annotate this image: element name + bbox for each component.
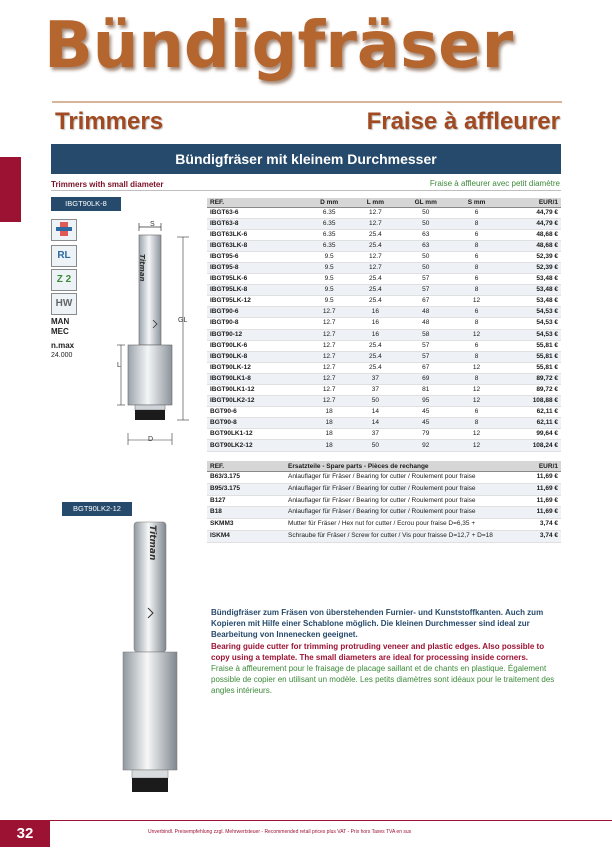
cell-gl: 67 bbox=[398, 362, 453, 373]
table-row bbox=[207, 483, 561, 495]
cell-gl: 50 bbox=[398, 218, 453, 229]
table-row bbox=[207, 296, 561, 307]
cell-price: 48,68 € bbox=[500, 240, 561, 251]
page-number: 32 bbox=[0, 821, 50, 847]
dim-l-label: L bbox=[117, 362, 121, 369]
spare-col-price: EUR/1 bbox=[529, 461, 561, 472]
cell-s: 8 bbox=[453, 418, 499, 429]
cell-gl: 58 bbox=[398, 329, 453, 340]
nmax-value: 24.000 bbox=[51, 352, 73, 359]
cell-d: 12.7 bbox=[306, 329, 353, 340]
cell-l: 16 bbox=[353, 307, 398, 318]
cell-s: 6 bbox=[453, 207, 499, 218]
table-row bbox=[207, 507, 561, 519]
cell-d: 18 bbox=[306, 429, 353, 440]
cell-ref: IBGT90LK1-8 bbox=[207, 373, 306, 384]
cell-l: 25.4 bbox=[353, 362, 398, 373]
cell-price: 3,74 € bbox=[529, 530, 561, 542]
section-banner: Bündigfräser mit kleinem Durchmesser bbox=[51, 144, 561, 174]
cell-price: 53,48 € bbox=[500, 296, 561, 307]
spare-table-header bbox=[207, 461, 561, 472]
cell-ref: IBGT95-8 bbox=[207, 262, 306, 273]
cell-gl: 50 bbox=[398, 207, 453, 218]
cell-l: 14 bbox=[353, 407, 398, 418]
cell-ref: IBGT90LK2-12 bbox=[207, 396, 306, 407]
subheader-english: Trimmers with small diameter bbox=[51, 180, 164, 189]
cell-gl: 63 bbox=[398, 229, 453, 240]
cell-s: 12 bbox=[453, 385, 499, 396]
cell-ref: IBGT90LK-8 bbox=[207, 351, 306, 362]
cell-desc: Anlauflager für Fräser / Bearing for cutter / Roulement pour fraise bbox=[285, 507, 529, 519]
cell-price: 55,81 € bbox=[500, 340, 561, 351]
cell-s: 6 bbox=[453, 229, 499, 240]
cell-d: 18 bbox=[306, 418, 353, 429]
product-table-header bbox=[207, 198, 561, 207]
cell-gl: 79 bbox=[398, 429, 453, 440]
table-row bbox=[207, 440, 561, 451]
dim-d-label: D bbox=[148, 436, 154, 443]
cell-l: 25.4 bbox=[353, 274, 398, 285]
cell-price: 11,69 € bbox=[529, 483, 561, 495]
col-price: EUR/1 bbox=[500, 198, 561, 207]
table-row bbox=[207, 530, 561, 542]
subtitle-english: Trimmers bbox=[55, 108, 164, 135]
cell-s: 6 bbox=[453, 307, 499, 318]
cell-s: 12 bbox=[453, 429, 499, 440]
cell-gl: 50 bbox=[398, 262, 453, 273]
table-row bbox=[207, 418, 561, 429]
cell-l: 25.4 bbox=[353, 229, 398, 240]
cell-ref: IBGT90LK1-12 bbox=[207, 385, 306, 396]
cell-ref: IBGT63LK-6 bbox=[207, 229, 306, 240]
cell-d: 6.35 bbox=[306, 207, 353, 218]
hw-icon: HW bbox=[51, 293, 77, 315]
brand-logo-top: Titman bbox=[138, 254, 146, 282]
table-row bbox=[207, 407, 561, 418]
page-title: Bündigfräser bbox=[44, 9, 514, 83]
cell-price: 54,53 € bbox=[500, 318, 561, 329]
cell-s: 8 bbox=[453, 318, 499, 329]
cell-s: 8 bbox=[453, 262, 499, 273]
cell-ref: B18 bbox=[207, 507, 285, 519]
cell-d: 9.5 bbox=[306, 274, 353, 285]
cell-d: 12.7 bbox=[306, 373, 353, 384]
cell-price: 54,53 € bbox=[500, 307, 561, 318]
product-table-body bbox=[207, 207, 561, 451]
cell-price: 89,72 € bbox=[500, 373, 561, 384]
table-row bbox=[207, 229, 561, 240]
cell-gl: 45 bbox=[398, 407, 453, 418]
cell-gl: 95 bbox=[398, 396, 453, 407]
cell-s: 12 bbox=[453, 362, 499, 373]
cell-d: 12.7 bbox=[306, 307, 353, 318]
man-label: MAN bbox=[51, 317, 70, 326]
table-row bbox=[207, 274, 561, 285]
description-english: Bearing guide cutter for trimming protruding veneer and plastic edges. Also possible to copy using a template. The small diameters are ideal for processing inside corners. bbox=[211, 642, 545, 662]
table-row bbox=[207, 340, 561, 351]
cell-ref: IBGT90LK-12 bbox=[207, 362, 306, 373]
col-gl: GL mm bbox=[398, 198, 453, 207]
cell-ref: IBGT63-8 bbox=[207, 218, 306, 229]
ref-tag-bottom: BGT90LK2-12 bbox=[62, 502, 132, 516]
cell-ref: IBGT90-6 bbox=[207, 307, 306, 318]
spare-parts-table bbox=[207, 461, 561, 543]
cell-l: 37 bbox=[353, 373, 398, 384]
cell-l: 25.4 bbox=[353, 340, 398, 351]
table-row bbox=[207, 429, 561, 440]
cell-l: 12.7 bbox=[353, 207, 398, 218]
cell-d: 18 bbox=[306, 407, 353, 418]
dim-s-label: S bbox=[150, 221, 155, 228]
cell-price: 11,69 € bbox=[529, 472, 561, 484]
title-divider bbox=[52, 101, 562, 103]
table-row bbox=[207, 472, 561, 484]
cell-d: 12.7 bbox=[306, 362, 353, 373]
cell-desc: Anlauflager für Fräser / Bearing for cutter / Roulement pour fraise bbox=[285, 472, 529, 484]
cell-gl: 57 bbox=[398, 351, 453, 362]
cell-s: 12 bbox=[453, 296, 499, 307]
cell-gl: 48 bbox=[398, 318, 453, 329]
cell-price: 108,88 € bbox=[500, 396, 561, 407]
cell-price: 62,11 € bbox=[500, 407, 561, 418]
cell-s: 8 bbox=[453, 218, 499, 229]
cell-ref: IBGT63LK-8 bbox=[207, 240, 306, 251]
cell-price: 44,79 € bbox=[500, 207, 561, 218]
cell-s: 12 bbox=[453, 329, 499, 340]
cell-d: 12.7 bbox=[306, 385, 353, 396]
cell-d: 9.5 bbox=[306, 262, 353, 273]
cell-s: 6 bbox=[453, 340, 499, 351]
cutter-image-bottom bbox=[115, 520, 185, 805]
cell-s: 6 bbox=[453, 274, 499, 285]
cell-price: 99,64 € bbox=[500, 429, 561, 440]
cell-d: 9.5 bbox=[306, 285, 353, 296]
cell-s: 8 bbox=[453, 373, 499, 384]
cell-price: 55,81 € bbox=[500, 351, 561, 362]
dim-gl-label: GL bbox=[178, 317, 188, 324]
cell-l: 12.7 bbox=[353, 262, 398, 273]
cell-price: 54,53 € bbox=[500, 329, 561, 340]
table-row bbox=[207, 373, 561, 384]
cell-ref: SKMM3 bbox=[207, 519, 285, 531]
cell-desc: Mutter für Fräser / Hex nut for cutter / Ecrou pour fraise D=6,35 + bbox=[285, 519, 529, 531]
cutter-rotation-icon bbox=[53, 220, 75, 238]
cell-l: 25.4 bbox=[353, 240, 398, 251]
mec-label: MEC bbox=[51, 327, 69, 336]
footer-divider bbox=[0, 820, 612, 821]
cell-price: 48,68 € bbox=[500, 229, 561, 240]
table-row bbox=[207, 385, 561, 396]
subheader-french: Fraise à affleurer avec petit diamètre bbox=[429, 179, 560, 188]
cell-price: 3,74 € bbox=[529, 519, 561, 531]
cell-price: 108,24 € bbox=[500, 440, 561, 451]
cell-ref: IBGT95LK-8 bbox=[207, 285, 306, 296]
cell-l: 37 bbox=[353, 385, 398, 396]
brand-logo-bottom: Titman bbox=[147, 525, 157, 561]
col-l: L mm bbox=[353, 198, 398, 207]
ref-tag-top: IBGT90LK-8 bbox=[51, 197, 121, 211]
cell-gl: 50 bbox=[398, 251, 453, 262]
cell-ref: IBGT90-12 bbox=[207, 329, 306, 340]
cell-ref: IBGT95LK-6 bbox=[207, 274, 306, 285]
cell-ref: BGT90-8 bbox=[207, 418, 306, 429]
cell-ref: IBGT95LK-12 bbox=[207, 296, 306, 307]
cell-l: 50 bbox=[353, 440, 398, 451]
table-row bbox=[207, 218, 561, 229]
cell-d: 6.35 bbox=[306, 229, 353, 240]
cell-gl: 92 bbox=[398, 440, 453, 451]
spare-table-body bbox=[207, 472, 561, 543]
cell-ref: IBGT63-6 bbox=[207, 207, 306, 218]
table-row bbox=[207, 362, 561, 373]
cell-d: 9.5 bbox=[306, 251, 353, 262]
cell-l: 37 bbox=[353, 429, 398, 440]
cell-ref: IBGT95-6 bbox=[207, 251, 306, 262]
rl-icon: RL bbox=[51, 245, 77, 267]
cell-d: 9.5 bbox=[306, 296, 353, 307]
cell-s: 6 bbox=[453, 251, 499, 262]
table-row bbox=[207, 329, 561, 340]
table-row bbox=[207, 318, 561, 329]
cell-price: 62,11 € bbox=[500, 418, 561, 429]
cell-s: 12 bbox=[453, 396, 499, 407]
cell-price: 52,39 € bbox=[500, 262, 561, 273]
cell-d: 18 bbox=[306, 440, 353, 451]
cell-desc: Anlauflager für Fräser / Bearing for cutter / Roulement pour fraise bbox=[285, 495, 529, 507]
table-row bbox=[207, 285, 561, 296]
cell-price: 11,69 € bbox=[529, 507, 561, 519]
cell-price: 53,48 € bbox=[500, 274, 561, 285]
cell-l: 12.7 bbox=[353, 251, 398, 262]
cell-l: 25.4 bbox=[353, 285, 398, 296]
col-s: S mm bbox=[453, 198, 499, 207]
cell-ref: B127 bbox=[207, 495, 285, 507]
cell-s: 8 bbox=[453, 240, 499, 251]
subheader-divider bbox=[51, 190, 561, 191]
cutter-drawing-top bbox=[105, 215, 200, 450]
table-row bbox=[207, 251, 561, 262]
cell-d: 12.7 bbox=[306, 396, 353, 407]
subtitle-french: Fraise à affleurer bbox=[366, 108, 560, 135]
description-french: Fraise à affleurement pour le fraisage de placage saillant et de chants en plastique. Également possible de copier en utilisant un modèle. Les petits diamètres sont idéaux pour le traitement des angles intérieurs. bbox=[211, 664, 555, 695]
cell-price: 89,72 € bbox=[500, 385, 561, 396]
cell-l: 12.7 bbox=[353, 218, 398, 229]
cell-price: 44,79 € bbox=[500, 218, 561, 229]
table-row bbox=[207, 396, 561, 407]
cell-s: 8 bbox=[453, 351, 499, 362]
table-row bbox=[207, 495, 561, 507]
cell-l: 16 bbox=[353, 318, 398, 329]
z2-icon: Z 2 bbox=[51, 269, 77, 291]
cell-price: 52,39 € bbox=[500, 251, 561, 262]
cell-d: 12.7 bbox=[306, 351, 353, 362]
table-row bbox=[207, 307, 561, 318]
nmax-label: n.max bbox=[51, 341, 75, 350]
cell-ref: B63/3.175 bbox=[207, 472, 285, 484]
cell-ref: IBGT90LK-6 bbox=[207, 340, 306, 351]
cell-l: 25.4 bbox=[353, 351, 398, 362]
col-ref: REF. bbox=[207, 198, 306, 207]
cell-gl: 57 bbox=[398, 340, 453, 351]
table-row bbox=[207, 207, 561, 218]
cell-d: 12.7 bbox=[306, 318, 353, 329]
table-row bbox=[207, 240, 561, 251]
cell-ref: B95/3.175 bbox=[207, 483, 285, 495]
cell-l: 50 bbox=[353, 396, 398, 407]
cell-d: 6.35 bbox=[306, 240, 353, 251]
product-table bbox=[207, 198, 561, 452]
cell-price: 55,81 € bbox=[500, 362, 561, 373]
cell-gl: 81 bbox=[398, 385, 453, 396]
table-row bbox=[207, 351, 561, 362]
footer-note: Unverbindl. Preisempfehlung zzgl. Mehrwertsteuer - Recommended retail prices plus VAT - Prix hors Taxes TVA en sus bbox=[148, 829, 412, 835]
side-tab bbox=[0, 157, 21, 222]
cell-gl: 48 bbox=[398, 307, 453, 318]
cell-d: 6.35 bbox=[306, 218, 353, 229]
rotation-icon bbox=[51, 219, 77, 241]
cell-gl: 45 bbox=[398, 418, 453, 429]
table-row bbox=[207, 519, 561, 531]
cell-s: 6 bbox=[453, 407, 499, 418]
cell-gl: 69 bbox=[398, 373, 453, 384]
cell-price: 53,48 € bbox=[500, 285, 561, 296]
cell-l: 25.4 bbox=[353, 296, 398, 307]
cell-desc: Anlauflager für Fräser / Bearing for cutter / Roulement pour fraise bbox=[285, 483, 529, 495]
cell-ref: IBGT90-8 bbox=[207, 318, 306, 329]
cell-s: 12 bbox=[453, 440, 499, 451]
cell-ref: ISKM4 bbox=[207, 530, 285, 542]
cell-gl: 63 bbox=[398, 240, 453, 251]
cell-d: 12.7 bbox=[306, 340, 353, 351]
table-row bbox=[207, 262, 561, 273]
cell-price: 11,69 € bbox=[529, 495, 561, 507]
cell-s: 8 bbox=[453, 285, 499, 296]
cell-gl: 67 bbox=[398, 296, 453, 307]
col-d: D mm bbox=[306, 198, 353, 207]
cell-l: 16 bbox=[353, 329, 398, 340]
cell-desc: Schraube für Fräser / Screw for cutter / Vis pour fraisse D=12,7 + D=18 bbox=[285, 530, 529, 542]
cell-ref: BGT90-6 bbox=[207, 407, 306, 418]
description-german: Bündigfräser zum Fräsen von überstehenden Furnier- und Kunststoffkanten. Auch zum Kopieren mit Hilfe einer Schablone möglich. Die kleinen Durchmesser sind ideal zur Bearbeitung von Innenecken geeignet. bbox=[211, 608, 544, 639]
cell-l: 14 bbox=[353, 418, 398, 429]
cell-ref: BGT90LK1-12 bbox=[207, 429, 306, 440]
cell-gl: 57 bbox=[398, 274, 453, 285]
spare-col-ref: REF. bbox=[207, 461, 285, 472]
cell-gl: 57 bbox=[398, 285, 453, 296]
cell-ref: BGT90LK2-12 bbox=[207, 440, 306, 451]
spare-col-desc: Ersatzteile - Spare parts - Pièces de rechange bbox=[285, 461, 529, 472]
